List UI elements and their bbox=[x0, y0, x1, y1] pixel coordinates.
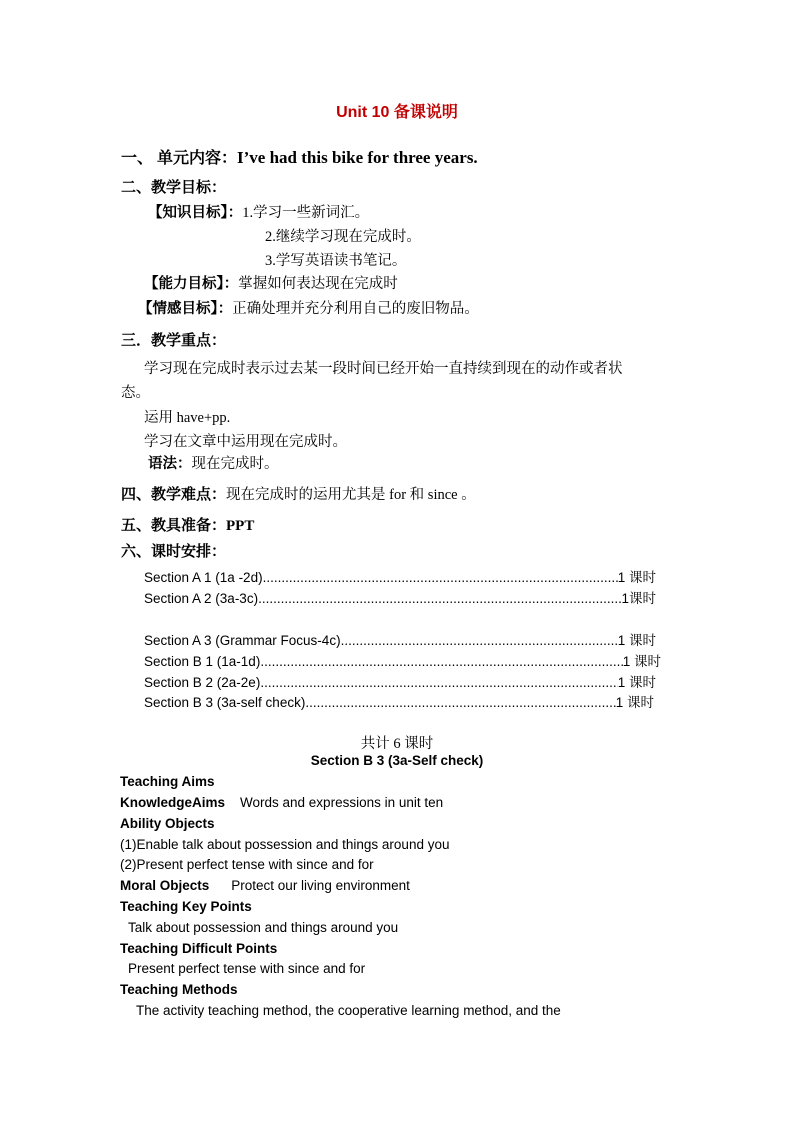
schedule-row bbox=[144, 650, 661, 670]
teaching-methods-text: The activity teaching method, the cooperative learning method, and the bbox=[136, 1003, 561, 1018]
knowledge-goal-item: 3.学写英语读书笔记。 bbox=[265, 253, 407, 269]
emotion-goal-text: 正确处理并充分利用自己的废旧物品。 bbox=[232, 301, 479, 317]
grammar-row bbox=[148, 452, 279, 473]
ability-objects-heading: Ability Objects bbox=[120, 816, 215, 831]
knowledge-goal-item: 2.继续学习现在完成时。 bbox=[265, 229, 421, 245]
leader-dots bbox=[260, 675, 617, 690]
section-key-points-heading: 三．教学重点： bbox=[121, 333, 227, 349]
section-label: 一、 单元内容： bbox=[121, 150, 238, 167]
section-difficult-points bbox=[121, 483, 476, 504]
ability-objects-item: (2)Present perfect tense with since and for bbox=[120, 857, 374, 872]
key-points-article: 学习在文章中运用现在完成时。 bbox=[144, 434, 347, 450]
key-points-paragraph-line: 学习现在完成时表示过去某一段时间已经开始一直持续到现在的动作或者状 bbox=[144, 361, 623, 377]
difficult-points-text: 现在完成时的运用尤其是 for 和 since 。 bbox=[226, 487, 476, 503]
schedule-row-label: Section B 1 (1a-1d) bbox=[144, 654, 261, 669]
schedule-row-label: Section A 3 (Grammar Focus-4c) bbox=[144, 633, 341, 648]
schedule-row-value: 1 课时 bbox=[617, 675, 656, 690]
moral-objects-label: Moral Objects bbox=[120, 878, 210, 893]
key-points-paragraph-line: 态。 bbox=[121, 385, 150, 401]
teaching-methods-heading: Teaching Methods bbox=[120, 982, 238, 997]
ability-goal-label: 【能力目标】： bbox=[144, 276, 239, 292]
ability-goal-text: 掌握如何表达现在完成时 bbox=[238, 276, 398, 292]
schedule-row-value: 1 课时 bbox=[615, 695, 654, 710]
key-points-heading: Teaching Key Points bbox=[120, 899, 252, 914]
grammar-label: 语法： bbox=[148, 456, 192, 472]
section-label: 五、教具准备： bbox=[121, 518, 227, 534]
schedule-row bbox=[144, 629, 656, 649]
schedule-row bbox=[144, 671, 656, 691]
schedule-row bbox=[144, 691, 654, 711]
moral-objects-row bbox=[120, 878, 410, 893]
knowledge-aims-text: Words and expressions in unit ten bbox=[240, 795, 444, 810]
teaching-aids-text: PPT bbox=[226, 518, 255, 534]
schedule-row-label: Section A 1 (1a -2d) bbox=[144, 570, 263, 585]
section-teaching-goals-heading: 二、教学目标： bbox=[121, 180, 227, 196]
moral-objects-text: Protect our living environment bbox=[231, 878, 410, 893]
emotion-goal-row bbox=[138, 297, 479, 318]
key-points-have-pp: 运用 have+pp. bbox=[144, 410, 231, 426]
page-title: Unit 10 备课说明 bbox=[336, 104, 458, 121]
schedule-row bbox=[144, 587, 656, 607]
schedule-row-value: 1 课时 bbox=[622, 654, 661, 669]
section-label: 四、教学难点： bbox=[121, 487, 227, 503]
leader-dots bbox=[260, 654, 622, 669]
difficult-points-text: Present perfect tense with since and for bbox=[128, 961, 366, 976]
leader-dots bbox=[305, 695, 615, 710]
schedule-row-label: Section B 3 (3a-self check) bbox=[144, 695, 306, 710]
knowledge-goal-label: 【知识目标】： bbox=[148, 205, 243, 221]
schedule-row-value: 1课时 bbox=[621, 591, 656, 606]
grammar-text: 现在完成时。 bbox=[191, 456, 279, 472]
schedule-total: 共计 6 课时 bbox=[360, 736, 434, 752]
lesson-title: Section B 3 (3a-Self check) bbox=[310, 753, 484, 768]
knowledge-goal-item: 1.学习一些新词汇。 bbox=[242, 205, 370, 221]
unit-content-text: I’ve had this bike for three years. bbox=[237, 148, 478, 167]
schedule-row bbox=[144, 566, 656, 586]
section-teaching-aids bbox=[121, 514, 254, 535]
knowledge-aims-row bbox=[120, 795, 443, 810]
emotion-goal-label: 【情感目标】： bbox=[138, 301, 233, 317]
teaching-aims-heading: Teaching Aims bbox=[120, 774, 215, 789]
leader-dots bbox=[263, 570, 618, 585]
section-schedule-heading: 六、课时安排： bbox=[121, 544, 227, 560]
leader-dots bbox=[258, 591, 621, 606]
schedule-row-label: Section B 2 (2a-2e) bbox=[144, 675, 261, 690]
key-points-text: Talk about possession and things around you bbox=[128, 920, 399, 935]
section-unit-content bbox=[121, 145, 478, 168]
ability-objects-item: (1)Enable talk about possession and things around you bbox=[120, 837, 450, 852]
schedule-row-value: 1 课时 bbox=[617, 570, 656, 585]
knowledge-aims-label: KnowledgeAims bbox=[120, 795, 226, 810]
difficult-points-heading: Teaching Difficult Points bbox=[120, 941, 278, 956]
ability-goal-row bbox=[144, 272, 398, 293]
leader-dots bbox=[341, 633, 618, 648]
knowledge-goal-row bbox=[148, 201, 369, 222]
schedule-row-label: Section A 2 (3a-3c) bbox=[144, 591, 259, 606]
schedule-row-value: 1 课时 bbox=[617, 633, 656, 648]
